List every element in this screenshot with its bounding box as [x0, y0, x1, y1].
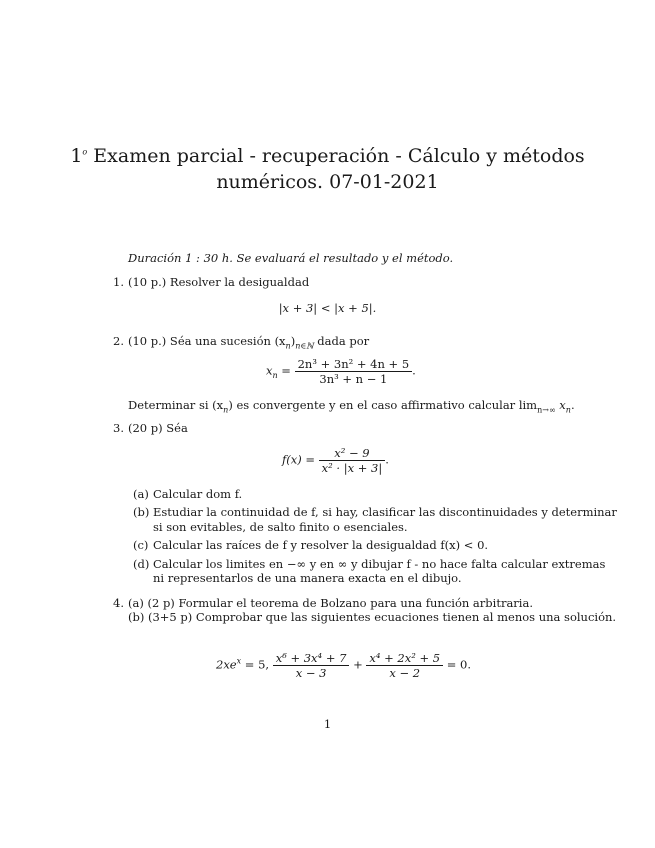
problem-3-number: 3. — [113, 421, 124, 435]
problem-3-item-c: Calcular las raíces de f y resolver la desigualdad f(x) < 0. — [153, 538, 489, 552]
problem-2-text: (10 p.) Séa una sucesión $(x_n)_{n\in ℕ}$ dada por — [128, 334, 370, 351]
problem-3-item-c-label: (c) — [133, 538, 149, 552]
problem-3-item-b: Estudiar la continuidad de f, si hay, clasificar las discontinuidades y determinar — [153, 505, 617, 519]
problem-3-item-d-label: (d) — [133, 557, 150, 571]
exam-title-line1: 1$^o$ Examen parcial - recuperación - Cálculo y métodos — [70, 145, 585, 167]
problem-3-item-d: Calcular los limites en −∞ y en ∞ y dibujar f - no hace falta calcular extremas — [153, 557, 606, 571]
problem-3-item-a: Calcular dom f. — [153, 487, 243, 501]
problem-1-text: (10 p.) Resolver la desigualdad — [128, 275, 310, 289]
problem-3-item-b-cont: si son evitables, de salto finito o esenciales. — [153, 520, 408, 534]
problem-4-equations: $2xe^x = 5$, $\frac{\text{x⁶ + 3x⁴ + 7}}{x - 3}$ + $\frac{\text{x⁴ + 2x² + 5}}{x - 2}$ = 0. — [216, 651, 472, 680]
problem-4-part-a: (a) (2 p) Formular el teorema de Bolzano para una función arbitraria. — [128, 596, 533, 610]
problem-3-item-a-label: (a) — [133, 487, 149, 501]
problem-3-text: (20 p) Séa — [128, 421, 188, 435]
problem-4-fraction-2: $\frac{\text{x⁴ + 2x² + 5}}{x - 2}$ — [366, 651, 443, 680]
problem-3-fraction: $\frac{\text{x² − 9}}{\text{x² · |x + 3|}}$ — [319, 446, 386, 475]
problem-4-part-b: (b) (3+5 p) Comprobar que las siguientes ecuaciones tienen al menos una solución. — [128, 610, 617, 624]
page-number: 1 — [323, 717, 332, 731]
problem-1-formula: |x + 3| < |x + 5|. — [278, 301, 377, 315]
problem-2-question: Determinar si $(x_n)$ es convergente y en el caso affirmativo calcular $\lim_{n\to\infty} x_n$. — [128, 398, 575, 415]
problem-3-formula: f(x) = $\frac{\text{x² − 9}}{\text{x² · |x + 3|}}$ . — [282, 446, 389, 475]
problem-4-fraction-1: $\frac{\text{x⁶ + 3x⁴ + 7}}{x - 3}$ — [273, 651, 350, 680]
problem-2-number: 2. — [113, 334, 124, 348]
duration-note: Duración 1 : 30 h. Se evaluará el resultado y el método. — [128, 251, 454, 265]
problem-1-number: 1. — [113, 275, 124, 289]
problem-2-formula: $x_n$ = $\frac{\text{2n³ + 3n² + 4n + 5}}{\text{3n³ + n − 1}}$ . — [266, 357, 416, 386]
problem-2-fraction: $\frac{\text{2n³ + 3n² + 4n + 5}}{\text{3n³ + n − 1}}$ — [295, 357, 413, 386]
problem-3-item-b-label: (b) — [133, 505, 150, 519]
exam-title-line2: numéricos. 07-01-2021 — [216, 171, 439, 193]
problem-4-number: 4. — [113, 596, 124, 610]
problem-3-item-d-cont: ni representarlos de una manera exacta en el dibujo. — [153, 571, 462, 585]
